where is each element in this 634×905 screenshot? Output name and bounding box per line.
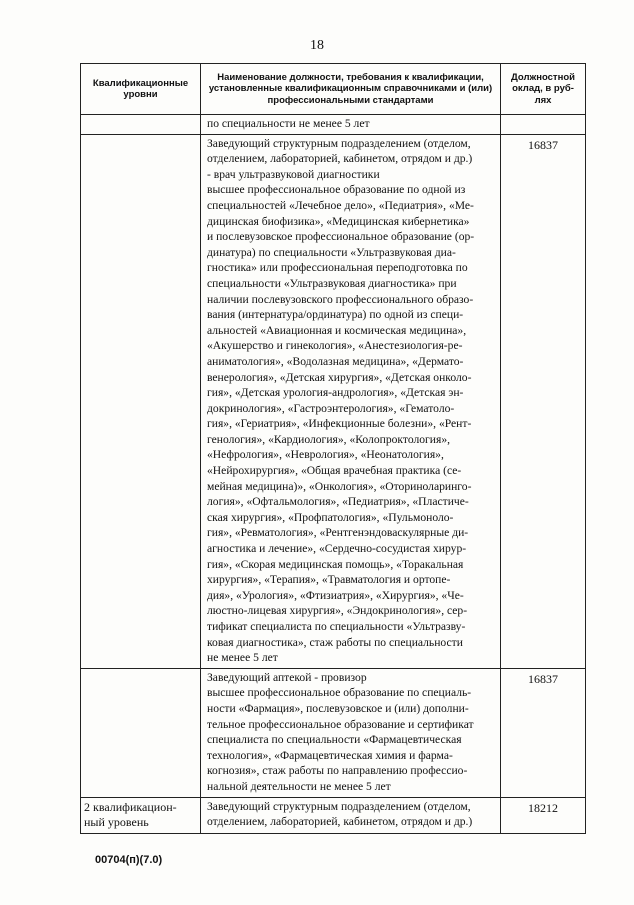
requirement-line: Заведующий аптекой - провизор [207, 670, 367, 684]
table-row [81, 115, 586, 135]
requirement-line: генология», «Кардиология», «Колопроктология», [207, 432, 451, 446]
salary-value: 18212 [528, 800, 558, 815]
requirement-line: отделением, лабораторией, кабинетом, отрядом и др.) [207, 152, 473, 166]
requirement-line: альностей «Авиационная и космическая медицина», [207, 323, 467, 337]
requirement-line: не менее 5 лет [207, 651, 278, 665]
header-position-requirements: Наименование должности, требования к квалификации, установленные квалификационным справочниками и (или) профессиональными стандартами [201, 64, 501, 115]
requirement-line: логия», «Офтальмология», «Педиатрия», «Пластиче- [207, 495, 469, 509]
requirement-line: и послевузовское профессиональное образование (ор- [207, 230, 475, 244]
requirement-line: специальностей «Лечебное дело», «Педиатрия», «Ме- [207, 198, 474, 212]
cell-level [81, 115, 201, 135]
cell-level [81, 668, 201, 797]
table-row [81, 134, 586, 668]
requirement-line: когнозия», стаж работы по направлению профессио- [207, 764, 468, 778]
document-code: 00704(п)(7.0) [95, 854, 163, 866]
requirement-line: тификат специалиста по специальности «Ультразву- [207, 620, 466, 633]
requirement-line: аниматология», «Водолазная медицина», «Дермато- [207, 354, 464, 368]
requirement-line: люстно-лицевая хирургия», «Эндокринология», сер- [207, 604, 468, 618]
requirement-line: высшее профессиональное образование по специаль- [207, 686, 472, 700]
salary-value: 16837 [528, 137, 558, 152]
table-row [81, 668, 586, 797]
requirement-line: докринология», «Гастроэнтерология», «Гематоло- [207, 401, 455, 415]
salary-value [501, 115, 585, 118]
header-levels: Квалификационные уровни [81, 64, 201, 115]
requirement-line: венерология», «Детская хирургия», «Детская онколо- [207, 370, 472, 384]
cell-level [81, 797, 201, 833]
requirement-line: специалиста по специальности «Фармацевтическая [207, 733, 462, 747]
level-line: ный уровень [84, 815, 149, 830]
requirement-line: дицинская биофизика», «Медицинская кибернетика» [207, 214, 470, 228]
cell-position-requirements [201, 797, 501, 833]
requirement-line: мейная медицина)», «Онкология», «Оториноларинго- [207, 479, 472, 493]
page-number: 18 [310, 38, 324, 53]
requirement-line: - врач ультразвуковой диагностики [207, 167, 380, 181]
requirement-line: ская хирургия», «Профпатология», «Пульмоноло- [207, 510, 454, 524]
requirement-line: гия», «Скорая медицинская помощь», «Торакальная [207, 557, 464, 571]
requirement-line: гия», «Детская урология-андрология», «Детская эн- [207, 386, 464, 400]
requirement-line: ности «Фармация», послевузовское и (или) дополни- [207, 701, 469, 715]
requirement-line: вания (интернатура/ординатура) по одной из специ- [207, 308, 464, 322]
requirement-line: тельное профессиональное образование и сертификат [207, 717, 474, 731]
requirement-line: гия», «Ревматология», «Рентгенэндоваскулярные ди- [207, 526, 469, 540]
header-salary: Должностной оклад, в руб-лях [501, 64, 586, 115]
table-header-row [81, 64, 586, 115]
cell-salary [501, 797, 586, 833]
requirement-line: динатура) по специальности «Ультразвуковая диа- [207, 245, 456, 259]
cell-salary [501, 134, 586, 668]
cell-position-requirements [201, 134, 501, 668]
requirement-line: нальной деятельности не менее 5 лет [207, 779, 391, 793]
level-line: 2 квалификацион- [84, 799, 177, 814]
requirement-line: ковая диагностика», стаж работы по специальности [207, 635, 463, 649]
requirement-line: «Нейрохирургия», «Общая врачебная практика (се- [207, 464, 462, 478]
table-row [81, 797, 586, 833]
requirement-line: Заведующий структурным подразделением (отделом, [207, 136, 471, 150]
cell-salary [501, 668, 586, 797]
cell-position-requirements [201, 115, 501, 135]
requirement-line: дия», «Урология», «Фтизиатрия», «Хирургия», «Че- [207, 588, 464, 602]
requirement-line: технология», «Фармацевтическая химия и фармa- [207, 748, 453, 762]
requirement-line: высшее профессиональное образование по одной из [207, 183, 466, 197]
requirement-line: «Акушерство и гинекология», «Анестезиология-ре- [207, 339, 463, 353]
cell-salary [501, 115, 586, 135]
requirement-line: «Нефрология», «Неврология», «Неонатология», [207, 448, 444, 462]
salary-value: 16837 [528, 671, 558, 686]
requirement-line: гия», «Гериатрия», «Инфекционные болезни», «Рент- [207, 417, 472, 431]
requirement-line: гностика» или профессиональная переподготовка по [207, 261, 468, 275]
requirement-line: Заведующий структурным подразделением (отделом, [207, 799, 471, 813]
qualification-table [80, 63, 586, 834]
requirement-line: наличии послевузовского профессионального образо- [207, 292, 474, 306]
requirement-line: хирургия», «Терапия», «Травматология и ортопе- [207, 573, 451, 587]
requirement-line: отделением, лабораторией, кабинетом, отрядом и др.) [207, 815, 473, 829]
requirement-line: специальности «Ультразвуковая диагностика» при [207, 276, 457, 290]
requirement-line: по специальности не менее 5 лет [207, 117, 370, 130]
cell-level [81, 134, 201, 668]
cell-position-requirements [201, 668, 501, 797]
requirement-line: агностика и лечение», «Сердечно-сосудистая хирур- [207, 542, 467, 556]
